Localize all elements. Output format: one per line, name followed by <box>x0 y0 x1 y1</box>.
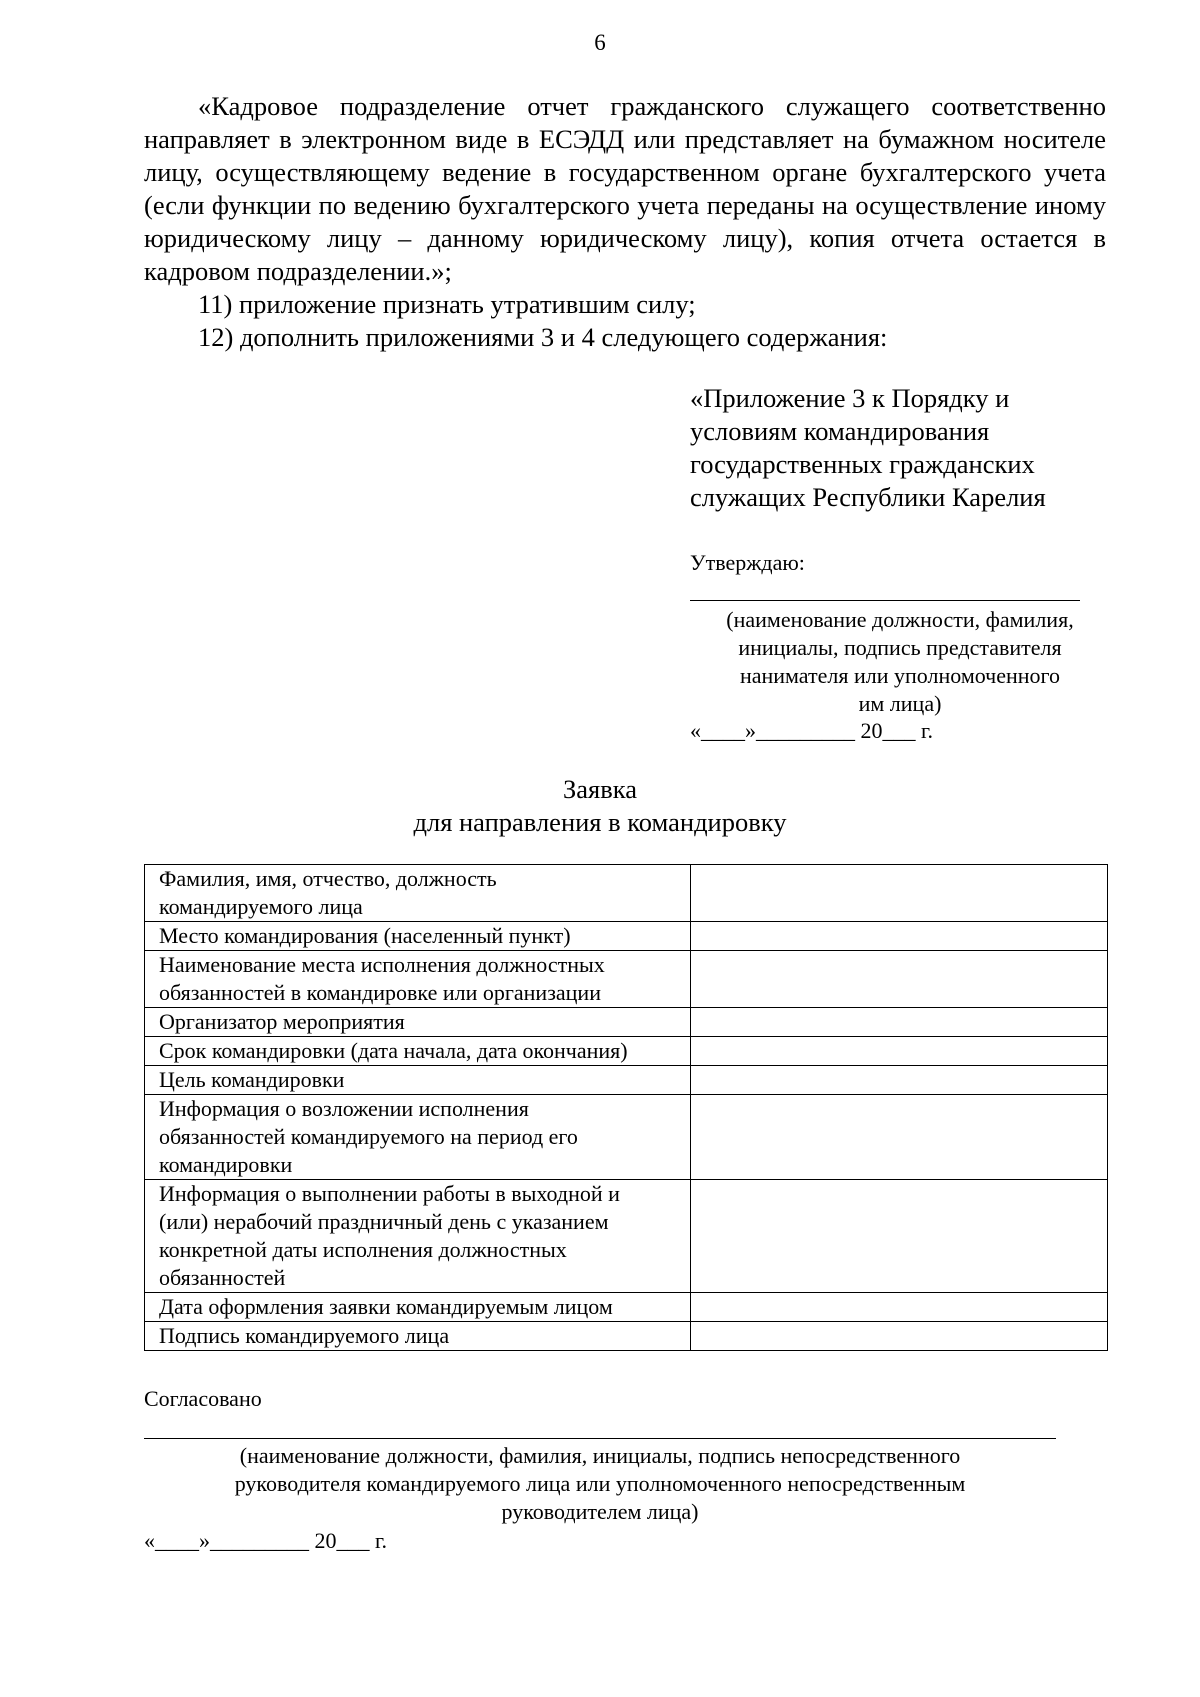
form-title: Заявка <box>563 774 637 804</box>
row-label <box>145 1322 691 1351</box>
approval-caption-line: инициалы, подпись представителя <box>738 635 1062 660</box>
table-row <box>145 922 1108 951</box>
table-row <box>145 1293 1108 1322</box>
approval-signature-line <box>690 600 1080 601</box>
row-label <box>145 1180 691 1293</box>
row-label <box>145 1066 691 1095</box>
row-label <box>145 922 691 951</box>
appendix-line: государственных гражданских <box>690 449 1035 479</box>
approval-label: Утверждаю: <box>690 550 805 575</box>
row-label-line: Наименование места исполнения должностных <box>159 952 605 977</box>
approval-caption <box>690 606 1110 718</box>
table-row <box>145 1066 1108 1095</box>
row-label <box>145 1095 691 1180</box>
agreed-label: Согласовано <box>144 1386 262 1411</box>
row-value-field[interactable] <box>690 951 1107 1008</box>
row-label-line: обязанностей <box>159 1265 286 1290</box>
paragraph-item-12: 12) дополнить приложениями 3 и 4 следующего содержания: <box>198 322 888 352</box>
row-label-line: обязанностей командируемого на период его <box>159 1124 578 1149</box>
appendix-header <box>690 382 1110 514</box>
form-subtitle: для направления в командировку <box>413 807 787 837</box>
agreed-caption-line: руководителем лица) <box>501 1499 699 1524</box>
row-value-field[interactable] <box>690 1037 1107 1066</box>
approval-date-line: «____»_________ 20___ г. <box>690 718 934 743</box>
approval-caption-line: нанимателя или уполномоченного <box>739 663 1061 688</box>
table-row <box>145 951 1108 1008</box>
agreed-caption-line: руководителя командируемого лица или уполномоченного непосредственным <box>234 1471 966 1496</box>
row-label-line: Подпись командируемого лица <box>159 1323 450 1348</box>
agreed-caption <box>144 1442 1056 1526</box>
agreed-date-line: «____»_________ 20___ г. <box>144 1528 388 1553</box>
agreed-signature-line <box>144 1438 1056 1439</box>
table-row <box>145 1095 1108 1180</box>
approval-caption-line: (наименование должности, фамилия, <box>726 607 1074 632</box>
request-table <box>144 864 1108 1351</box>
row-value-field[interactable] <box>690 922 1107 951</box>
row-value-field[interactable] <box>690 1008 1107 1037</box>
row-label-line: Дата оформления заявки командируемым лицом <box>159 1294 613 1319</box>
row-label-line: Цель командировки <box>159 1067 345 1092</box>
table-row <box>145 1037 1108 1066</box>
table-row <box>145 1322 1108 1351</box>
row-label-line: командируемого лица <box>159 894 363 919</box>
row-value-field[interactable] <box>690 1180 1107 1293</box>
row-label <box>145 865 691 922</box>
row-label-line: Место командирования (населенный пункт) <box>159 923 571 948</box>
row-value-field[interactable] <box>690 1322 1107 1351</box>
row-label-line: Организатор мероприятия <box>159 1009 405 1034</box>
row-label-line: (или) нерабочий праздничный день с указанием <box>159 1209 609 1234</box>
paragraph-item-11: 11) приложение признать утратившим силу; <box>198 289 696 319</box>
row-label-line: конкретной даты исполнения должностных <box>159 1237 567 1262</box>
row-label-line: Информация о выполнении работы в выходной и <box>159 1181 620 1206</box>
approval-caption-line: им лица) <box>858 691 942 716</box>
table-row <box>145 1180 1108 1293</box>
row-label <box>145 1008 691 1037</box>
row-value-field[interactable] <box>690 865 1107 922</box>
row-value-field[interactable] <box>690 1095 1107 1180</box>
appendix-line: «Приложение 3 к Порядку и <box>690 383 1010 413</box>
row-label-line: Срок командировки (дата начала, дата окончания) <box>159 1038 628 1063</box>
row-value-field[interactable] <box>690 1293 1107 1322</box>
row-label <box>145 1037 691 1066</box>
row-label-line: обязанностей в командировке или организации <box>159 980 601 1005</box>
table-row <box>145 1008 1108 1037</box>
row-value-field[interactable] <box>690 1066 1107 1095</box>
table-row <box>145 865 1108 922</box>
body-text <box>144 90 1106 354</box>
row-label-line: командировки <box>159 1152 293 1177</box>
paragraph-kadrovoe: «Кадровое подразделение отчет гражданского служащего соответственно направляет в электронном виде в ЕСЭДД или представляет на бумажном носителе лицу, осуществляющему ведение в государственном органе бухгалтерского учета (если функции по ведению бухгалтерского учета переданы на осуществление иному юридическому лицу – данному юридическому лицу), копия отчета остается в кадровом подразделении.»; <box>144 91 1106 286</box>
page-number: 6 <box>594 30 606 55</box>
appendix-line: служащих Республики Карелия <box>690 482 1046 512</box>
row-label <box>145 1293 691 1322</box>
agreed-caption-line: (наименование должности, фамилия, инициалы, подпись непосредственного <box>239 1443 961 1468</box>
row-label-line: Фамилия, имя, отчество, должность <box>159 866 497 891</box>
row-label-line: Информация о возложении исполнения <box>159 1096 529 1121</box>
row-label <box>145 951 691 1008</box>
appendix-line: условиям командирования <box>690 416 990 446</box>
